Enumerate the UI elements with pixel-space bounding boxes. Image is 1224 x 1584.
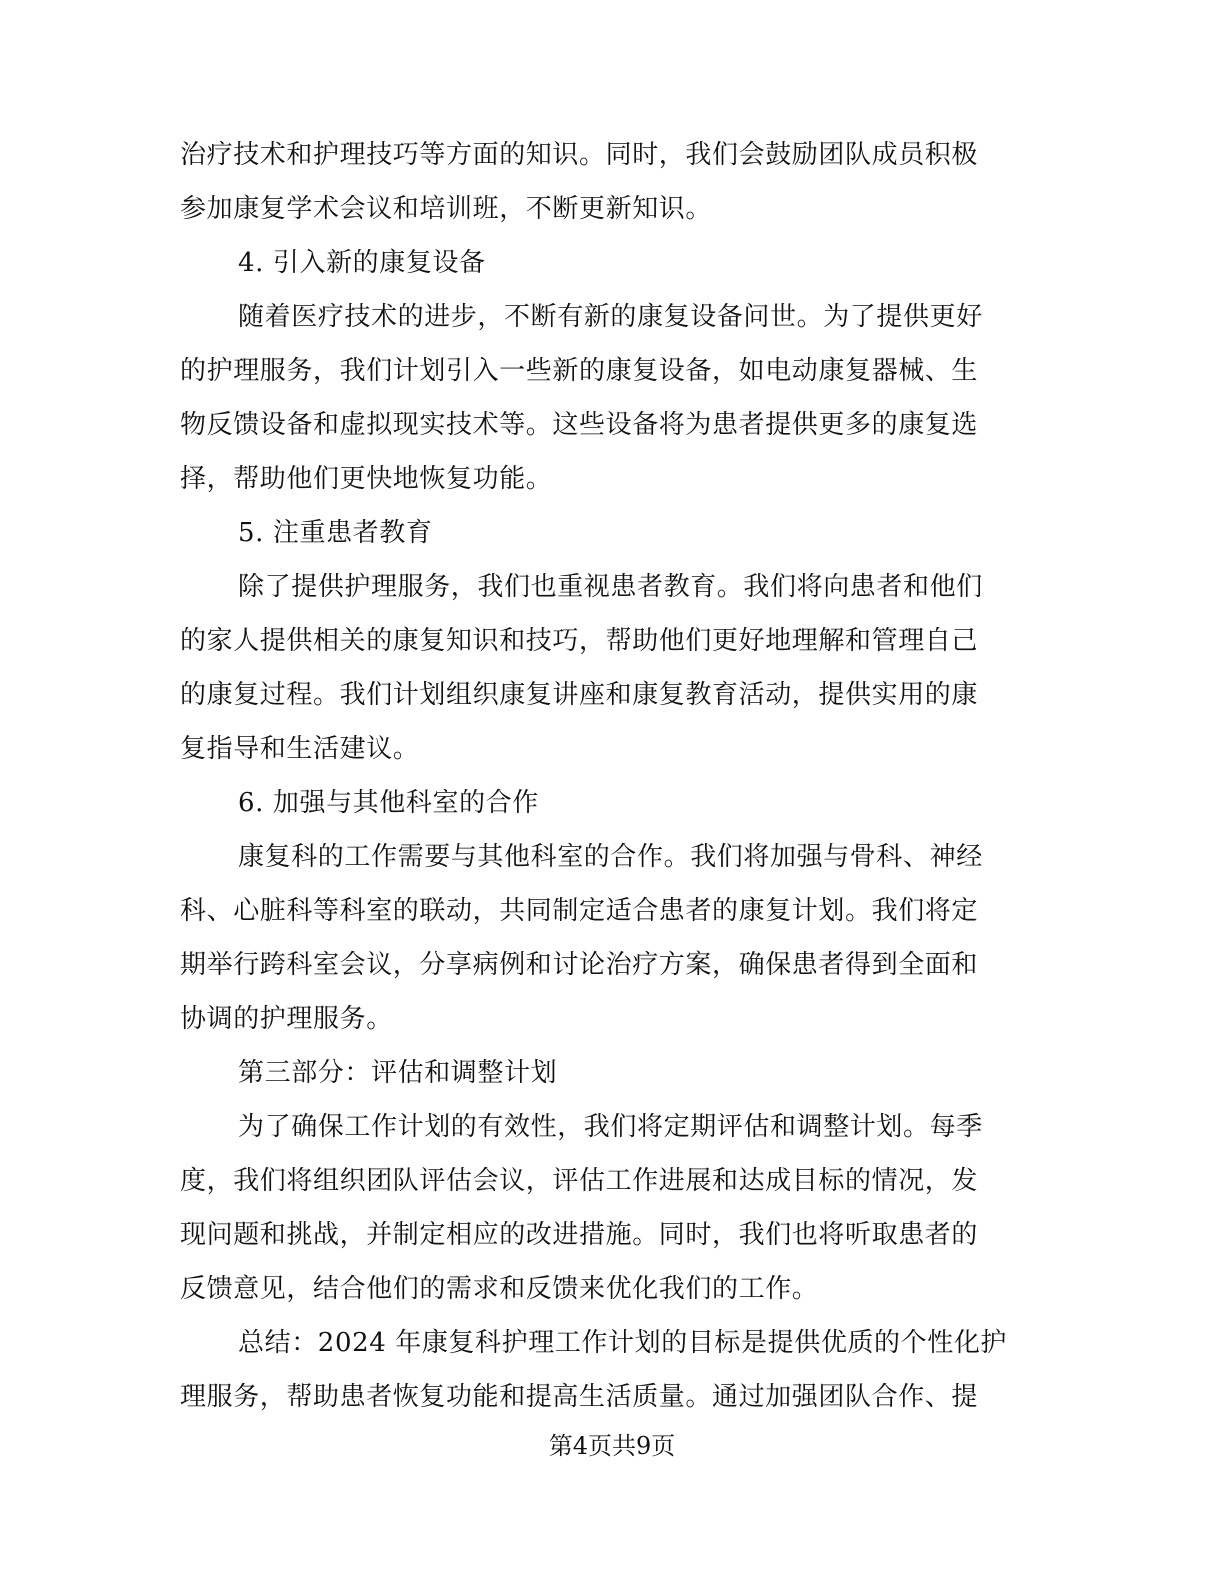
section-heading: 第三部分：评估和调整计划 <box>238 1058 558 1088</box>
page-number-footer: 第4页共9页 <box>548 1432 676 1460</box>
body-text-line: 科、心脏科等科室的联动，共同制定适合患者的康复计划。我们将定 <box>180 896 979 926</box>
body-text-line: 的护理服务，我们计划引入一些新的康复设备，如电动康复器械、生 <box>180 356 979 386</box>
section-heading: 4. 引入新的康复设备 <box>238 248 486 278</box>
body-text-line: 为了确保工作计划的有效性，我们将定期评估和调整计划。每季 <box>238 1112 983 1142</box>
body-text-line: 的康复过程。我们计划组织康复讲座和康复教育活动，提供实用的康 <box>180 680 979 710</box>
body-text-line: 康复科的工作需要与其他科室的合作。我们将加强与骨科、神经 <box>238 842 983 872</box>
section-heading: 5. 注重患者教育 <box>238 518 433 548</box>
body-text-line: 物反馈设备和虚拟现实技术等。这些设备将为患者提供更多的康复选 <box>180 410 979 440</box>
section-heading: 6. 加强与其他科室的合作 <box>238 788 539 818</box>
body-text-line: 总结：2024 年康复科护理工作计划的目标是提供优质的个性化护 <box>238 1328 1008 1358</box>
body-text-line: 度，我们将组织团队评估会议，评估工作进展和达成目标的情况，发 <box>180 1166 979 1196</box>
body-text-line: 期举行跨科室会议，分享病例和讨论治疗方案，确保患者得到全面和 <box>180 950 979 980</box>
body-text-line: 协调的护理服务。 <box>180 1004 393 1034</box>
body-text-line: 理服务，帮助患者恢复功能和提高生活质量。通过加强团队合作、提 <box>180 1382 979 1412</box>
body-text-line: 参加康复学术会议和培训班，不断更新知识。 <box>180 194 713 224</box>
body-text-line: 治疗技术和护理技巧等方面的知识。同时，我们会鼓励团队成员积极 <box>180 140 979 170</box>
body-text-line: 现问题和挑战，并制定相应的改进措施。同时，我们也将听取患者的 <box>180 1220 979 1250</box>
body-text-line: 复指导和生活建议。 <box>180 734 420 764</box>
body-text-line: 反馈意见，结合他们的需求和反馈来优化我们的工作。 <box>180 1274 819 1304</box>
body-text-line: 除了提供护理服务，我们也重视患者教育。我们将向患者和他们 <box>238 572 983 602</box>
body-text-line: 择，帮助他们更快地恢复功能。 <box>180 464 553 494</box>
body-text-line: 的家人提供相关的康复知识和技巧，帮助他们更好地理解和管理自己 <box>180 626 979 656</box>
body-text-line: 随着医疗技术的进步，不断有新的康复设备问世。为了提供更好 <box>238 302 983 332</box>
